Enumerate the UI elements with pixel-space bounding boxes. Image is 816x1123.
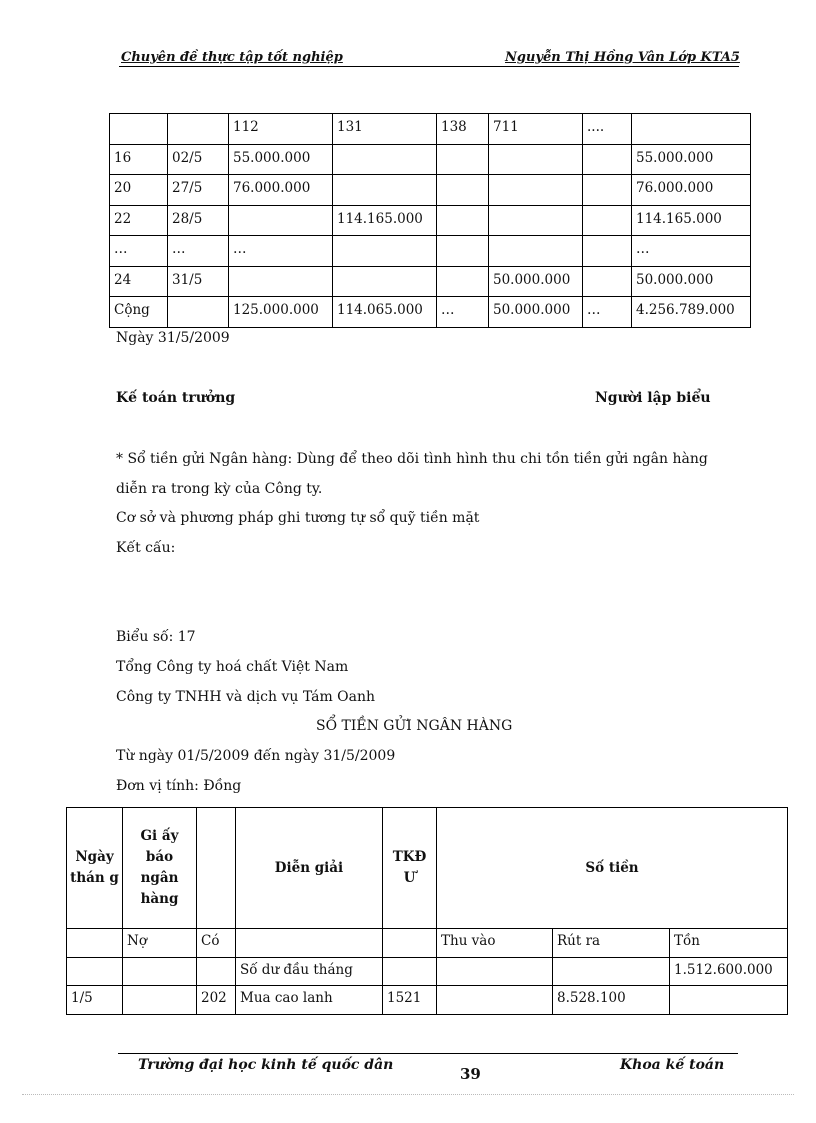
table-cell [670, 986, 788, 1015]
table-row [67, 957, 788, 986]
table-cell [437, 236, 489, 267]
table-cell: 55.000.000 [632, 144, 751, 175]
table-cell: Số dư đầu tháng [236, 957, 383, 986]
table-cell [197, 957, 236, 986]
table-cell [110, 114, 168, 145]
period-line: Từ ngày 01/5/2009 đến ngày 31/5/2009 [116, 748, 396, 764]
table-cell: 76.000.000 [632, 175, 751, 206]
table-row [67, 986, 788, 1015]
header-right-author: Nguyễn Thị Hồng Vân Lớp KTA5 [505, 50, 740, 65]
table-cell [437, 205, 489, 236]
header-divider [119, 66, 739, 67]
table-cell [489, 236, 583, 267]
table-cell [383, 957, 437, 986]
table-cell: 131 [333, 114, 437, 145]
table-cell: 112 [229, 114, 333, 145]
table-cell: Nợ [123, 929, 197, 958]
header-empty [197, 808, 236, 929]
page-edge-divider [22, 1094, 794, 1095]
table-cell: … [229, 236, 333, 267]
paragraph-line: * Sổ tiền gửi Ngân hàng: Dùng để theo dõi tình hình thu chi tồn tiền gửi ngân hàng [116, 451, 708, 467]
header-date: Ngày thán g [67, 808, 123, 929]
page-number: 39 [460, 1065, 481, 1083]
table-header-row [67, 808, 788, 929]
table-cell [489, 205, 583, 236]
header-description: Diễn giải [236, 808, 383, 929]
table-cell [583, 205, 632, 236]
table-cell: Tồn [670, 929, 788, 958]
table-cell: 16 [110, 144, 168, 175]
table-subheader-row [67, 929, 788, 958]
table-row [110, 114, 751, 145]
table-row [110, 205, 751, 236]
table-cell [583, 266, 632, 297]
table-cell: 50.000.000 [489, 297, 583, 328]
table-cell: 1521 [383, 986, 437, 1015]
table-cell: 02/5 [168, 144, 229, 175]
table-cell [583, 236, 632, 267]
table-cell [333, 175, 437, 206]
org-name-company: Công ty TNHH và dịch vụ Tám Oanh [116, 689, 376, 705]
table-cell [437, 175, 489, 206]
paragraph-line: Kết cấu: [116, 540, 176, 556]
table-cell [229, 266, 333, 297]
table-cell [437, 986, 553, 1015]
table-cell: 4.256.789.000 [632, 297, 751, 328]
table-cell [67, 929, 123, 958]
table-cell [168, 297, 229, 328]
table-cell: 76.000.000 [229, 175, 333, 206]
table-cell [229, 205, 333, 236]
table-cell [437, 144, 489, 175]
table-row [110, 175, 751, 206]
table-cell: .... [583, 114, 632, 145]
table-cell: Cộng [110, 297, 168, 328]
signature-chief-accountant: Kế toán trưởng [116, 390, 236, 406]
table-cell: 27/5 [168, 175, 229, 206]
footer-department: Khoa kế toán [620, 1057, 725, 1073]
table-cell: 114.165.000 [333, 205, 437, 236]
table-cell: Mua cao lanh [236, 986, 383, 1015]
table-cell: 202 [197, 986, 236, 1015]
table-row-total [110, 297, 751, 328]
table-cell [489, 175, 583, 206]
table-cell: 20 [110, 175, 168, 206]
table-cell: 114.065.000 [333, 297, 437, 328]
table-cell: 114.165.000 [632, 205, 751, 236]
table-cell [437, 266, 489, 297]
table-cell [632, 114, 751, 145]
footer-divider [118, 1053, 738, 1054]
table-cell [583, 144, 632, 175]
table-cell [583, 175, 632, 206]
table-cell: … [583, 297, 632, 328]
table-cell [333, 144, 437, 175]
table-row [110, 144, 751, 175]
table-cell: Thu vào [437, 929, 553, 958]
table-cell [168, 114, 229, 145]
table-cell: 8.528.100 [553, 986, 670, 1015]
table-cell: … [168, 236, 229, 267]
table-cell: … [437, 297, 489, 328]
unit-line: Đơn vị tính: Đồng [116, 778, 242, 794]
header-account: TKĐ Ư [383, 808, 437, 929]
table-cell [123, 986, 197, 1015]
table-cell [67, 957, 123, 986]
table-cell: 22 [110, 205, 168, 236]
table-cell: 24 [110, 266, 168, 297]
table-row [110, 266, 751, 297]
signature-preparer: Người lập biểu [595, 390, 711, 406]
header-voucher: Gi ấy báo ngân hàng [123, 808, 197, 929]
ledger-table [109, 113, 751, 328]
date-line: Ngày 31/5/2009 [116, 330, 230, 346]
table-cell [333, 236, 437, 267]
table-cell: 55.000.000 [229, 144, 333, 175]
table-cell: 1/5 [67, 986, 123, 1015]
table-cell [437, 957, 553, 986]
table-cell: 31/5 [168, 266, 229, 297]
header-amount: Số tiền [437, 808, 788, 929]
table-cell: 1.512.600.000 [670, 957, 788, 986]
ledger-title: SỔ TIỀN GỬI NGÂN HÀNG [316, 718, 513, 734]
form-number: Biểu số: 17 [116, 629, 196, 645]
table-cell: Rút ra [553, 929, 670, 958]
table-cell: 711 [489, 114, 583, 145]
table-cell: … [110, 236, 168, 267]
table-cell: 28/5 [168, 205, 229, 236]
table-cell [236, 929, 383, 958]
table-cell: 50.000.000 [632, 266, 751, 297]
header-left-title: Chuyên đề thực tập tốt nghiệp [121, 50, 343, 65]
table-cell: 138 [437, 114, 489, 145]
table-cell: 50.000.000 [489, 266, 583, 297]
paragraph-line: diễn ra trong kỳ của Công ty. [116, 481, 323, 497]
table-cell: Có [197, 929, 236, 958]
table-cell [333, 266, 437, 297]
footer-university: Trường đại học kinh tế quốc dân [138, 1057, 394, 1073]
table-cell [123, 957, 197, 986]
table-cell: … [632, 236, 751, 267]
table-cell: 125.000.000 [229, 297, 333, 328]
table-row [110, 236, 751, 267]
bank-ledger-table [66, 807, 788, 1015]
paragraph-line: Cơ sở và phương pháp ghi tương tự sổ quỹ tiền mặt [116, 510, 480, 526]
table-cell [489, 144, 583, 175]
org-name-parent: Tổng Công ty hoá chất Việt Nam [116, 659, 349, 675]
table-cell [553, 957, 670, 986]
table-cell [383, 929, 437, 958]
